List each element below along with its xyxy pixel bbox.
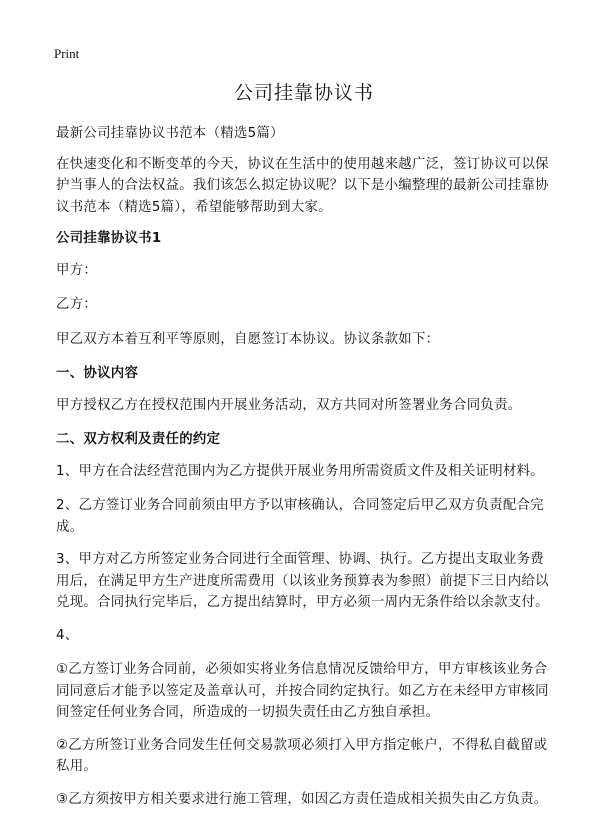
clause-1: 1、甲方在合法经营范围内为乙方提供开展业务用所需资质文件及相关证明材料。	[56, 463, 544, 479]
clause-2: 2、乙方签订业务合同前须由甲方予以审核确认，合同签定后甲乙双方负责配合完成。	[56, 498, 544, 535]
sub-clause-1: ①乙方签订业务合同前，必须如实将业务信息情况反馈给甲方，甲方审核该业务合同同意后才能予以签定及盖章认可，并按合同约定执行。如乙方在未经甲方审核同间签定任何业务合同，所造成的一切损失责任由乙方独自承担。	[56, 662, 549, 720]
preamble-paragraph: 甲乙双方本着互利平等原则，自愿签订本协议。协议条款如下：	[56, 331, 440, 347]
clause-4: 4、	[56, 627, 79, 643]
section-heading-agreement-1: 公司挂靠协议书1	[56, 231, 162, 246]
print-link[interactable]: Print	[54, 46, 80, 61]
sub-clause-2: ②乙方所签订业务合同发生任何交易款项必须打入甲方指定帐户，不得私自截留或私用。	[56, 737, 548, 774]
document-subtitle: 最新公司挂靠协议书范本（精选5篇）	[56, 126, 284, 141]
content-paragraph: 甲方授权乙方在授权范围内开展业务活动，双方共同对所签署业务合同负责。	[56, 397, 522, 413]
intro-paragraph: 在快速变化和不断变革的今天，协议在生活中的使用越来越广泛，签订协议可以保护当事人的合法权益。我们该怎么拟定协议呢？以下是小编整理的最新公司挂靠协议书范本（精选5篇），希望能够帮助到大家。	[56, 156, 549, 215]
party-a-line: 甲方：	[56, 262, 98, 278]
heading-agreement-content: 一、协议内容	[56, 366, 139, 381]
page-title: 公司挂靠协议书	[233, 82, 374, 104]
clause-3: 3、甲方对乙方所签定业务合同进行全面管理、协调、执行。乙方提出支取业务费用后，在满足甲方生产进度所需费用（以该业务预算表为参照）前提下三日内给以兑现。合同执行完毕后，乙方提出结算时，甲方必须一周内无条件给以余款支付。	[56, 552, 549, 610]
party-b-line: 乙方：	[56, 297, 98, 312]
sub-clause-3: ③乙方须按甲方相关要求进行施工管理，如因乙方责任造成相关损失由乙方负责。	[56, 791, 548, 807]
document-body	[56, 80, 552, 821]
heading-rights-responsibilities: 二、双方权利及责任的约定	[56, 432, 221, 447]
